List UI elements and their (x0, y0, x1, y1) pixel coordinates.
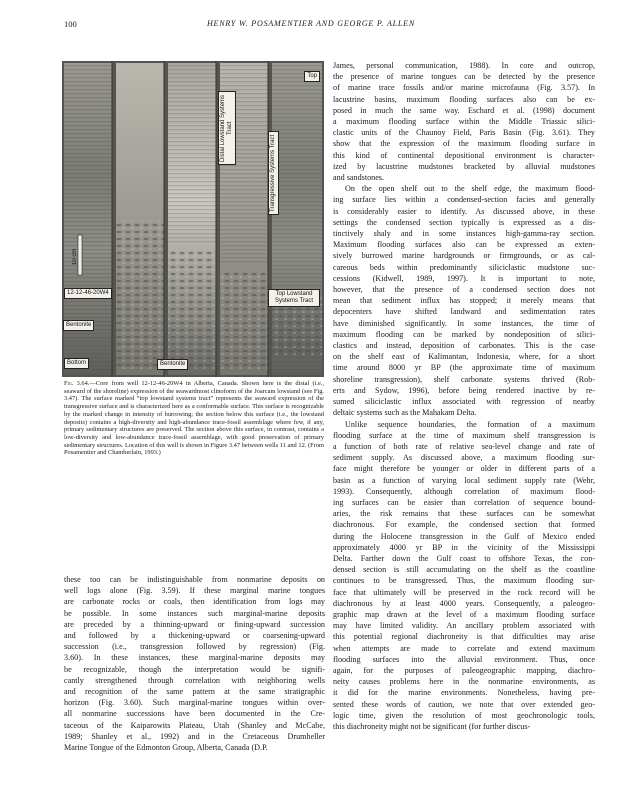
label-bentonite-lower: Bentonite (157, 359, 188, 370)
text-line: aries, the risk remains that these surfaces can be somewhat (333, 509, 595, 519)
left-column-text (64, 574, 325, 753)
text-line: and sandstones. (333, 173, 384, 183)
text-line: logic time, given the resolution of most geochronologic tools, (333, 710, 595, 720)
text-line: of marine trace fossils and/or marine microfauna (Fig. 3.57). In (333, 83, 595, 93)
text-line: succession (i.e., transgression followed by regression) (Fig. (64, 642, 325, 652)
text-line: sented these words of caution, we note that over extended geo- (333, 699, 595, 709)
text-line: show that the expression of the maximum flooding surface in (333, 139, 595, 149)
text-line: are carbonate rocks or coals, then identification from logs may (64, 597, 325, 607)
text-line: depocenters have shifted landward and sedimentation rates (333, 307, 595, 317)
text-line: approximately 4000 yr BP in the vicinity of the Mississippi (333, 542, 595, 552)
text-line: have diminished significantly. In some instances, the time of (333, 318, 595, 328)
text-line: diachronous by at least 4000 years. Consequently, a paleogeo- (333, 598, 595, 608)
text-line: shoreline transgression), shelf carbonate systems thrived (Rob- (333, 374, 595, 384)
text-line: be possible. In some instances such marginal-marine deposits (64, 608, 325, 618)
figure-caption (64, 380, 324, 457)
text-line: cantly strengthened through correlation with neighboring wells (64, 675, 325, 685)
label-top: Top (304, 71, 320, 82)
label-bottom: Bottom (64, 358, 89, 369)
text-line: all nonmarine successions have been documented in the Cre- (64, 709, 325, 719)
text-line: be recognizable, though the interpretation would be signifi- (64, 664, 325, 674)
text-line: this diachroneity might not be significant (for further discus- (333, 721, 531, 731)
label-well-id: 12-12-46-20W4 (64, 288, 112, 299)
text-line: posed in much the same way. Eschard et al. (1998) document (333, 105, 595, 115)
label-top-lowstand-systems-tract: Top Lowstand Systems Tract (268, 289, 320, 307)
text-line: on the shelf east of Kalimantan, Indonesia, where, for a short (333, 352, 595, 362)
text-line: when attempts are made to correlate and extend maximum (333, 643, 595, 653)
text-line: ing surface lies within a condensed-section facies and generally (333, 195, 595, 205)
text-line: this potential regional diachroneity is that difficulties may arise (333, 632, 595, 642)
text-line: Maximum flooding surfaces also can be expressed as exten- (333, 240, 595, 250)
text-line: Delta. Farther down the Gulf coast to offshore Texas, the con- (333, 553, 595, 563)
text-line: maximum flooding can be marked by nondeposition of silici- (333, 329, 595, 339)
page-header (0, 19, 622, 31)
label-bentonite-left: Bentonite (63, 320, 94, 331)
label-transgressive-systems-tract: Transgressive Systems Tract (268, 131, 279, 215)
text-line: erts and Sydow, 1996), before being rendered inactive by re- (333, 385, 595, 395)
label-distal-lowstand-systems-tract: Distal Lowstand Systems Tract (218, 91, 236, 165)
text-line: settings the condensed section typically is expressed as a dis- (333, 217, 595, 227)
text-line: basin as a function of varying local sediment supply rate (Wehr, (333, 475, 595, 485)
text-line: 3.60). In these instances, these marginal-marine deposits may (64, 653, 325, 663)
text-line: James, personal communication, 1988). In core and outcrop, (333, 61, 595, 70)
text-line: face might therefore be younger or older in different parts of a (333, 464, 595, 474)
text-line: a function of both rate of relative sea-level change and rate of (333, 441, 595, 451)
caption-label: Fig. 3.64. (64, 380, 90, 387)
label-scale-10cm: 10 cm (72, 248, 78, 266)
text-line: mean that sediment influx has stopped; it merely means that (333, 296, 595, 306)
text-line: diachronous. For example, the condensed section that formed (333, 520, 595, 530)
text-line: however, that the presence of a condensed section does not (333, 285, 595, 295)
text-line: horizon (Fig. 3.60). Such marginal-marine tongues within over- (64, 698, 325, 708)
text-line: flooding surface at the time of maximum shelf transgression is (333, 430, 595, 440)
caption-text: —Core from well 12-12-46-20W4 in Alberta, Canada. Shown here is the distal (i.e., seaward of the shoreline) expression of the seawardmost clinoform of the Joarcam lowstand (see Fig. 3.47). The surface marked “top lowstand systems tract” represents the seaward expression of the transgressive surface and is characterized here as a conformable surface. This surface is recognizable by the marked change in intensity of burrowing; the section below this surface (i.e., the lowstand deposits) contains a high-diversity and high-abundance trace-fossil assemblage where few, if any, primary sedimentary structures are preserved. The section above this surface, in contrast, contains a low-diversity and low-abundance trace-fossil assemblage, with good preservation of primary sedimentary structures. Location of this well is shown in Figure 3.47 between wells 11 and 12. (From Posamentier and Chamberlain, 1993.) (64, 380, 324, 457)
text-line: this kind of continental depositional environment is character- (333, 150, 595, 160)
text-line: may have limited validity. An ancillary problem associated with (333, 621, 595, 631)
text-line: clastics and instead, deposition of carbonates. This is the case (333, 341, 595, 351)
text-line: Unlike sequence boundaries, the formation of a maximum (345, 419, 595, 429)
text-line: tinctively shaly and in some instances high-gamma-ray section. (333, 229, 595, 239)
text-line: time around 8000 yr BP (the approximate time of maximum (333, 363, 595, 373)
text-line: deltaic systems such as the Mahakam Delta. (333, 408, 477, 418)
text-line: flooding surfaces into the alluvial environment. Thus, once (333, 654, 595, 664)
text-line: careous beds within predominantly siliciclastic mudstone suc- (333, 262, 595, 272)
text-line: and recognition of the same pattern at the same stratigraphic (64, 687, 325, 697)
text-line: On the open shelf out to the shelf edge, the maximum flood- (345, 184, 595, 194)
text-line: and followed by a thickening-upward or coarsening-upward (64, 631, 325, 641)
text-line: densed section is still accumulating on the shelf as the coastline (333, 565, 595, 575)
text-line: these too can be indistinguishable from nonmarine deposits on (64, 575, 325, 584)
page-number: 100 (64, 19, 77, 29)
text-line: ing surfaces can be easier than correlation of sequence bound- (333, 497, 595, 507)
running-head: HENRY W. POSAMENTIER AND GEORGE P. ALLEN (206, 19, 415, 28)
text-line: are preceded by a thinning-upward or fining-upward succession (64, 619, 325, 629)
core-photograph-figure (62, 61, 324, 377)
text-line: continues to be transgressed. Thus, the maximum flooding sur- (333, 576, 595, 586)
core-photograph (62, 61, 324, 377)
text-line: 1993). Consequently, although correlation of maximum flood- (333, 486, 595, 496)
text-line: face that ultimately will be preserved in the rock record will be (333, 587, 595, 597)
text-line: 1989; Shanley et al., 1992) and in the Cretaceous Drumheller (64, 731, 325, 741)
text-line: graphic map drawn at the level of a maximum flooding surface (333, 609, 595, 619)
text-line: is considerably easier to identify. As discussed above, in these (333, 206, 595, 216)
text-line: sumed siliciclastic influx associated with regression of nearby (333, 397, 595, 407)
text-line: Marine Tongue of the Edmonton Group, Alberta, Canada (D.P. (64, 743, 268, 753)
text-line: sively burrowed marine hardgrounds or firmgrounds, or as cal- (333, 251, 595, 261)
text-line: taceous of the Kaiparowits Plateau, Utah (Shanley and McCabe, (64, 720, 325, 730)
text-line: sediment supply. As discussed above, a maximum flooding sur- (333, 453, 595, 463)
text-line: the presence of marine tongues can be detected by the presence (333, 72, 595, 82)
text-line: neity causes problems here in the nonmarine environments, as (333, 677, 595, 687)
text-line: cessions (Kidwell, 1989, 1997). It is important to note, (333, 273, 595, 283)
text-line: clastic units of the Chaunoy Field, Paris Basin (Fig. 3.61). They (333, 128, 595, 138)
text-line: well logs alone (Fig. 3.59). If these marginal marine tongues (64, 586, 325, 596)
right-column-text (333, 60, 595, 732)
text-line: a maximum flooding surface within the Middle Triassic silici- (333, 117, 595, 127)
text-line: it did for the marine environments. Nonetheless, having pre- (333, 688, 595, 698)
text-line: lacustrine basins, maximum flooding surfaces also can be ex- (333, 94, 595, 104)
text-line: during the Holocene transgression in the Gulf of Mexico ended (333, 531, 595, 541)
text-line: ized by lacustrine mudstones bracketed by alluvial mudstones (333, 161, 595, 171)
text-line: again, for the purposes of paleogeographic mapping, diachro- (333, 665, 595, 675)
